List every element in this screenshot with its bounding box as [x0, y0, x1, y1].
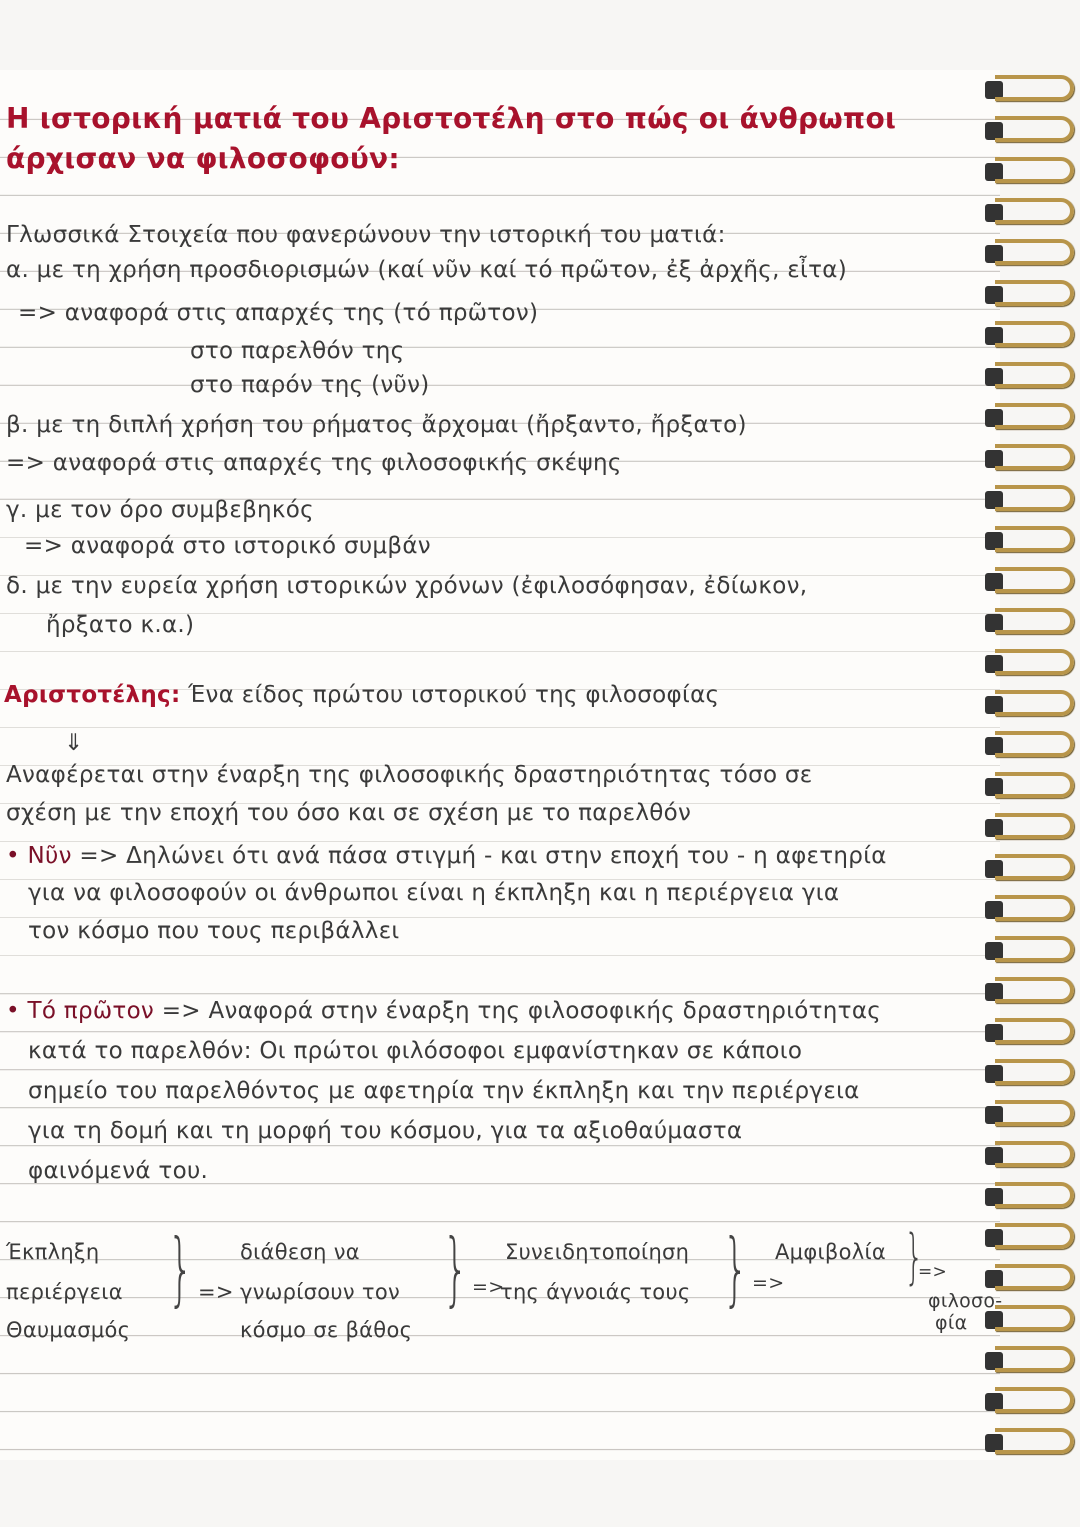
- note-line: β. με τη διπλή χρήση του ρήματος ἄρχομαι (ἤρξαντο, ἤρξατο): [6, 412, 747, 438]
- spiral-coil: [995, 854, 1074, 880]
- spiral-coil: [995, 1059, 1074, 1085]
- down-arrow-icon: ⇓: [64, 730, 84, 756]
- spiral-coil: [995, 1305, 1074, 1331]
- note-line: για τη δομή και τη μορφή του κόσμου, για τα αξιοθαύμαστα: [28, 1118, 743, 1144]
- note-line: => αναφορά στις απαρχές της φιλοσοφικής σκέψης: [6, 450, 622, 476]
- spiral-coil: [995, 526, 1074, 552]
- proton-label: • Τό πρῶτον: [6, 998, 155, 1024]
- diagram-item: Συνειδητοποίηση: [505, 1240, 690, 1264]
- diagram-item: Θαυμασμός: [6, 1318, 131, 1342]
- note-line: τον κόσμο που τους περιβάλλει: [28, 918, 400, 944]
- arrow-icon: =>: [918, 1262, 948, 1282]
- spiral-coil: [995, 239, 1074, 265]
- spiral-coil: [995, 731, 1074, 757]
- note-line: για να φιλοσοφούν οι άνθρωποι είναι η έκπληξη και η περιέργεια για: [28, 880, 840, 906]
- spiral-coil: [995, 690, 1074, 716]
- spiral-binding: [985, 70, 1080, 1460]
- note-line: γ. με τον όρο συμβεβηκός: [6, 497, 314, 523]
- note-line: σημείο του παρελθόντος με αφετηρία την έκπληξη και την περιέργεια: [28, 1078, 860, 1104]
- spiral-coil: [995, 1100, 1074, 1126]
- spiral-coil: [995, 936, 1074, 962]
- diagram-item: της άγνοιάς τους: [500, 1280, 691, 1304]
- spiral-coil: [995, 321, 1074, 347]
- diagram-item: φιλοσο-: [928, 1290, 1003, 1312]
- spiral-coil: [995, 813, 1074, 839]
- spiral-coil: [995, 895, 1074, 921]
- proton-text: => Αναφορά στην έναρξη της φιλοσοφικής δραστηριότητας: [161, 998, 882, 1024]
- note-line: κατά το παρελθόν: Οι πρώτοι φιλόσοφοι εμφανίστηκαν σε κάποιο: [28, 1038, 803, 1064]
- spiral-coil: [995, 1264, 1074, 1290]
- brace-icon: }: [167, 1222, 194, 1315]
- note-line: Αναφέρεται στην έναρξη της φιλοσοφικής δραστηριότητας τόσο σε: [6, 762, 813, 788]
- note-line: στο παρόν της (νῦν): [190, 372, 430, 398]
- brace-icon: }: [904, 1222, 924, 1292]
- spiral-coil: [995, 362, 1074, 388]
- spiral-coil: [995, 567, 1074, 593]
- aristotle-text: Ένα είδος πρώτου ιστορικού της φιλοσοφίας: [188, 682, 720, 708]
- spiral-coil: [995, 280, 1074, 306]
- arrow-icon: =>: [198, 1280, 234, 1304]
- diagram-item: Αμφιβολία: [775, 1240, 887, 1264]
- nun-text: => Δηλώνει ότι ανά πάσα στιγμή - και στην εποχή του - η αφετηρία: [79, 843, 887, 869]
- spiral-coil: [995, 1428, 1074, 1454]
- diagram-item: διάθεση να: [240, 1240, 360, 1264]
- spiral-coil: [995, 1346, 1074, 1372]
- spiral-coil: [995, 1182, 1074, 1208]
- spiral-coil: [995, 649, 1074, 675]
- spiral-coil: [995, 403, 1074, 429]
- title-line-1: Η ιστορική ματιά του Αριστοτέλη στο πώς οι άνθρωποι: [6, 102, 897, 135]
- note-line: ἤρξατο κ.α.): [46, 612, 195, 638]
- note-line: στο παρελθόν της: [190, 338, 405, 364]
- brace-icon: }: [442, 1222, 469, 1315]
- spiral-coil: [995, 977, 1074, 1003]
- diagram-item: γνωρίσουν τον: [240, 1280, 401, 1304]
- arrow-icon: =>: [752, 1272, 785, 1294]
- spiral-coil: [995, 198, 1074, 224]
- diagram-item: κόσμο σε βάθος: [240, 1318, 413, 1342]
- note-line: => αναφορά στο ιστορικό συμβάν: [24, 533, 431, 559]
- aristotle-line: [4, 682, 719, 708]
- arrow-icon: =>: [472, 1276, 505, 1298]
- spiral-coil: [995, 1387, 1074, 1413]
- spiral-coil: [995, 485, 1074, 511]
- spiral-coil: [995, 1141, 1074, 1167]
- spiral-coil: [995, 772, 1074, 798]
- spiral-coil: [995, 157, 1074, 183]
- title-line-2: άρχισαν να φιλοσοφούν:: [6, 142, 400, 175]
- nun-line: [6, 843, 887, 869]
- nun-label: • Νῦν: [6, 843, 72, 869]
- spiral-coil: [995, 116, 1074, 142]
- note-line: φαινόμενά του.: [28, 1158, 209, 1184]
- spiral-coil: [995, 1223, 1074, 1249]
- note-line: => αναφορά στις απαρχές της (τό πρῶτον): [18, 300, 539, 326]
- diagram-item: φία: [935, 1312, 968, 1334]
- diagram-item: περιέργεια: [6, 1280, 123, 1304]
- diagram-item: Έκπληξη: [6, 1240, 100, 1264]
- brace-icon: }: [722, 1222, 749, 1315]
- note-line: δ. με την ευρεία χρήση ιστορικών χρόνων (ἐφιλοσόφησαν, ἐδίωκον,: [6, 573, 808, 599]
- note-line: α. με τη χρήση προσδιορισμών (καί νῦν καί τό πρῶτον, ἐξ ἀρχῆς, εἶτα): [6, 257, 847, 283]
- proton-line: [6, 998, 881, 1024]
- spiral-coil: [995, 1018, 1074, 1044]
- spiral-coil: [995, 444, 1074, 470]
- aristotle-label: Αριστοτέλης:: [4, 682, 181, 708]
- spiral-coil: [995, 75, 1074, 101]
- note-line: σχέση με την εποχή του όσο και σε σχέση με το παρελθόν: [6, 800, 692, 826]
- section1-heading: Γλωσσικά Στοιχεία που φανερώνουν την ιστορική του ματιά:: [6, 222, 726, 248]
- spiral-coil: [995, 608, 1074, 634]
